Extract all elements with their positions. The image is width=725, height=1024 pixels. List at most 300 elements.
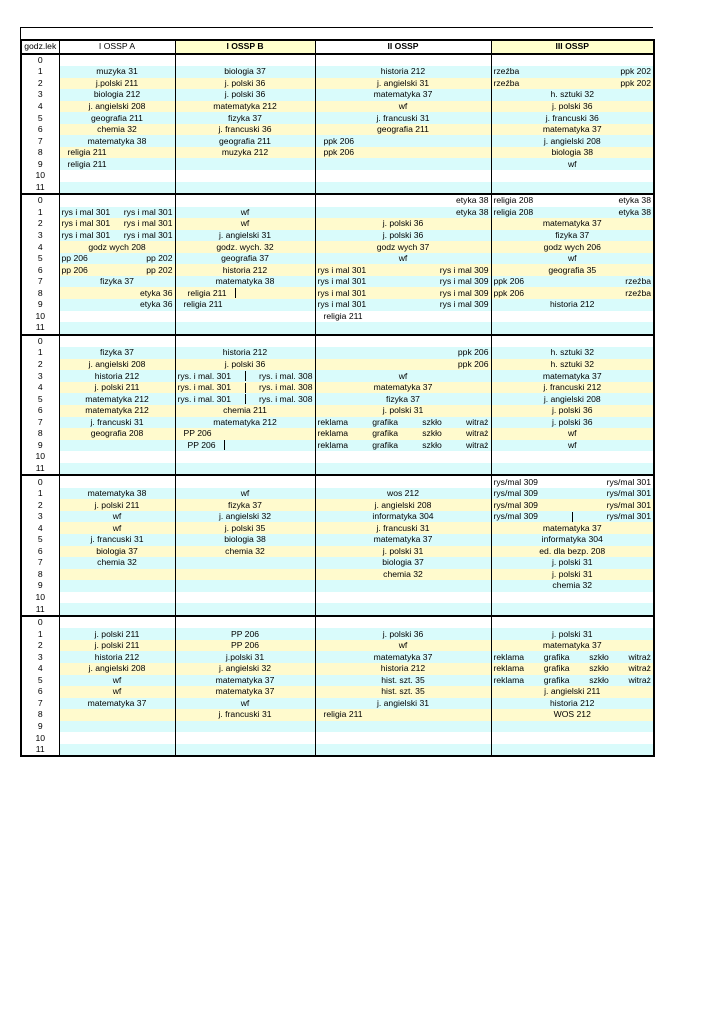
lesson-text: j. polski 36 <box>551 416 593 427</box>
lesson-text: ppk 206 <box>457 347 489 358</box>
lesson-cell-1b <box>175 66 315 78</box>
lesson-text: historia 212 <box>94 370 140 381</box>
lesson-cell-2 <box>315 640 491 652</box>
lesson-text: geografia 35 <box>548 264 597 275</box>
lesson-text: matematyka 212 <box>85 405 149 416</box>
lesson-text: j. francuski 31 <box>90 416 144 427</box>
lesson-text: chemia 211 <box>223 405 267 416</box>
lesson-text: j. polski 31 <box>551 568 593 579</box>
lesson-text: rys/mal 309 <box>493 499 538 510</box>
lesson-cell-3 <box>491 709 654 721</box>
lesson-cell-2 <box>315 359 491 371</box>
lesson-cell-1a <box>59 287 175 299</box>
lesson-cell-3 <box>491 698 654 710</box>
lesson-cell-1a <box>59 417 175 429</box>
lesson-row <box>21 698 654 710</box>
lesson-cell-3 <box>491 382 654 394</box>
lesson-number: 6 <box>21 546 59 558</box>
lesson-row <box>21 592 654 604</box>
lesson-row <box>21 66 654 78</box>
lesson-cell-1b <box>175 405 315 417</box>
lesson-cell-1b <box>175 359 315 371</box>
lesson-text: rys i mal 309 <box>439 287 489 298</box>
lesson-number: 5 <box>21 675 59 687</box>
lesson-text: szkło <box>589 663 609 674</box>
lesson-text: historia 212 <box>550 299 595 310</box>
lesson-text: matematyka 37 <box>542 522 602 533</box>
lesson-cell-3 <box>491 651 654 663</box>
lesson-cell-1a <box>59 194 175 207</box>
lesson-text: WOS 212 <box>553 709 591 720</box>
lesson-cell-2 <box>315 451 491 463</box>
lesson-text: chemia 32 <box>225 545 265 556</box>
lesson-text: pp 202 <box>146 264 173 275</box>
lesson-cell-1b <box>175 207 315 219</box>
lesson-cell-3 <box>491 721 654 733</box>
lesson-cell-3 <box>491 451 654 463</box>
lesson-cell-1b <box>175 124 315 136</box>
lesson-number: 5 <box>21 534 59 546</box>
lesson-text: grafika <box>543 651 570 662</box>
timetable-body <box>21 54 654 757</box>
lesson-text: j. francuski 31 <box>218 709 272 720</box>
lesson-number: 9 <box>21 580 59 592</box>
lesson-cell-2 <box>315 147 491 159</box>
lesson-text: biologia 37 <box>224 66 266 77</box>
lesson-cell-1b <box>175 194 315 207</box>
lesson-text: rys i mal 301 <box>61 230 111 241</box>
lesson-text: wf <box>398 370 408 381</box>
lesson-text: reklama <box>317 428 349 439</box>
lesson-number: 8 <box>21 287 59 299</box>
lesson-cell-2 <box>315 170 491 182</box>
lesson-cell-3 <box>491 112 654 124</box>
lesson-row <box>21 522 654 534</box>
lesson-cell-3 <box>491 322 654 335</box>
lesson-row <box>21 207 654 219</box>
lesson-cell-2 <box>315 276 491 288</box>
lesson-text: rys i mal 309 <box>439 264 489 275</box>
lesson-text: matematyka 212 <box>213 101 277 111</box>
lesson-number: 4 <box>21 101 59 113</box>
lesson-cell-3 <box>491 370 654 382</box>
lesson-number: 7 <box>21 698 59 710</box>
lesson-cell-2 <box>315 393 491 405</box>
lesson-text: wf <box>112 686 122 697</box>
lesson-text: witraż <box>628 663 651 674</box>
lesson-cell-2 <box>315 124 491 136</box>
lesson-cell-3 <box>491 405 654 417</box>
lesson-text: j. angielski 208 <box>88 663 146 674</box>
lesson-cell-1b <box>175 322 315 335</box>
lesson-row <box>21 569 654 581</box>
lesson-cell-3 <box>491 359 654 371</box>
lesson-cell-1a <box>59 522 175 534</box>
lesson-cell-1b <box>175 182 315 195</box>
lesson-text: pp 206 <box>61 264 88 275</box>
lesson-row <box>21 370 654 382</box>
lesson-text: historia 212 <box>380 663 426 674</box>
lesson-cell-1a <box>59 264 175 276</box>
lesson-cell-2 <box>315 580 491 592</box>
lesson-text: etyka 38 <box>456 206 489 217</box>
lesson-row <box>21 616 654 629</box>
lesson-text: chemia 32 <box>383 568 423 579</box>
lesson-number: 5 <box>21 393 59 405</box>
lesson-cell-1a <box>59 732 175 744</box>
lesson-cell-1b <box>175 546 315 558</box>
lesson-cell-2 <box>315 54 491 67</box>
lesson-cell-2 <box>315 463 491 476</box>
lesson-cell-1a <box>59 675 175 687</box>
lesson-row <box>21 709 654 721</box>
lesson-cell-1a <box>59 603 175 616</box>
lesson-text: matematyka 37 <box>215 686 275 697</box>
lesson-cell-2 <box>315 264 491 276</box>
lesson-cell-2 <box>315 299 491 311</box>
lesson-cell-1a <box>59 616 175 629</box>
lesson-cell-1b <box>175 335 315 348</box>
lesson-number: 9 <box>21 158 59 170</box>
lesson-cell-2 <box>315 101 491 113</box>
lesson-cell-1a <box>59 428 175 440</box>
lesson-number: 5 <box>21 112 59 124</box>
lesson-cell-1a <box>59 393 175 405</box>
lesson-cell-1b <box>175 417 315 429</box>
lesson-text: fizyka 37 <box>228 499 262 510</box>
lesson-text: PP 206 <box>230 640 260 651</box>
lesson-cell-2 <box>315 603 491 616</box>
lesson-row <box>21 511 654 523</box>
lesson-text: geografia 208 <box>90 428 144 439</box>
lesson-cell-2 <box>315 135 491 147</box>
lesson-row <box>21 335 654 348</box>
lesson-row <box>21 147 654 159</box>
lesson-cell-2 <box>315 89 491 101</box>
lesson-cell-1a <box>59 709 175 721</box>
lesson-cell-2 <box>315 709 491 721</box>
lesson-number: 1 <box>21 628 59 640</box>
lesson-text: chemia 32 <box>97 557 137 568</box>
lesson-cell-3 <box>491 287 654 299</box>
lesson-cell-1b <box>175 675 315 687</box>
lesson-number: 3 <box>21 370 59 382</box>
lesson-text: grafika <box>543 674 570 685</box>
lesson-text: etyka 36 <box>140 299 173 310</box>
lesson-cell-3 <box>491 264 654 276</box>
lesson-cell-3 <box>491 276 654 288</box>
lesson-number: 11 <box>21 463 59 476</box>
lesson-text: j.polski 31 <box>225 651 265 662</box>
lesson-text: rys i mal 309 <box>439 276 489 287</box>
lesson-cell-1b <box>175 253 315 265</box>
lesson-cell-3 <box>491 744 654 757</box>
lesson-cell-3 <box>491 440 654 452</box>
lesson-cell-2 <box>315 253 491 265</box>
lesson-text: muzyka 212 <box>221 147 269 158</box>
lesson-cell-2 <box>315 158 491 170</box>
lesson-row <box>21 640 654 652</box>
lesson-text: h. sztuki 32 <box>550 359 594 370</box>
lesson-cell-2 <box>315 218 491 230</box>
lesson-text: wf <box>240 488 250 499</box>
lesson-text: matematyka 37 <box>542 124 602 135</box>
lesson-text: j. polski 31 <box>551 628 593 639</box>
lesson-cell-1b <box>175 499 315 511</box>
lesson-cell-1a <box>59 546 175 558</box>
lesson-cell-3 <box>491 182 654 195</box>
lesson-text: fizyka 37 <box>386 393 420 404</box>
lesson-cell-3 <box>491 417 654 429</box>
lesson-cell-2 <box>315 698 491 710</box>
lesson-row <box>21 393 654 405</box>
lesson-text: witraż <box>628 651 651 662</box>
lesson-cell-3 <box>491 732 654 744</box>
lesson-row <box>21 686 654 698</box>
lesson-number: 4 <box>21 382 59 394</box>
lesson-text: j. polski 211 <box>94 640 140 651</box>
lesson-row <box>21 732 654 744</box>
lesson-cell-3 <box>491 463 654 476</box>
lesson-cell-1b <box>175 299 315 311</box>
lesson-number: 2 <box>21 218 59 230</box>
lesson-cell-1a <box>59 663 175 675</box>
lesson-text: j. polski 35 <box>224 522 266 533</box>
lesson-text: witraż <box>466 428 489 439</box>
lesson-row <box>21 135 654 147</box>
lesson-text: religia 211 <box>187 287 227 298</box>
lesson-number: 0 <box>21 475 59 488</box>
lesson-cell-1b <box>175 686 315 698</box>
lesson-number: 11 <box>21 322 59 335</box>
lesson-cell-3 <box>491 522 654 534</box>
lesson-text: rys. i mal. 301 <box>177 382 231 393</box>
lesson-text: rys/mal 301 <box>606 499 651 510</box>
lesson-cell-3 <box>491 557 654 569</box>
lesson-cell-3 <box>491 311 654 323</box>
lesson-text: grafika <box>372 439 399 450</box>
lesson-cell-1b <box>175 651 315 663</box>
lesson-text: j. polski 211 <box>94 499 140 510</box>
lesson-cell-1b <box>175 170 315 182</box>
lesson-text: biologia 38 <box>551 147 594 158</box>
lesson-text: j. francuski 31 <box>376 522 430 533</box>
lesson-cell-1b <box>175 592 315 604</box>
lesson-cell-1a <box>59 230 175 242</box>
lesson-text: rys/mal 309 <box>493 476 538 487</box>
lesson-cell-1a <box>59 299 175 311</box>
lesson-text: chemia 32 <box>97 124 137 135</box>
lesson-text: wf <box>567 439 577 450</box>
lesson-cell-1b <box>175 511 315 523</box>
lesson-cell-1b <box>175 287 315 299</box>
lesson-row <box>21 194 654 207</box>
lesson-cell-2 <box>315 475 491 488</box>
lesson-text: grafika <box>372 428 399 439</box>
lesson-number: 0 <box>21 54 59 67</box>
lesson-cell-1b <box>175 616 315 629</box>
lesson-text: j. polski 31 <box>551 557 593 568</box>
lesson-cell-1a <box>59 276 175 288</box>
lesson-cell-1a <box>59 207 175 219</box>
lesson-text: szkło <box>589 674 609 685</box>
lesson-cell-1b <box>175 158 315 170</box>
lesson-cell-1a <box>59 322 175 335</box>
lesson-cell-1a <box>59 463 175 476</box>
lesson-text: j. polski 36 <box>224 359 266 370</box>
lesson-text: ppk 202 <box>620 66 651 77</box>
lesson-cell-3 <box>491 488 654 500</box>
lesson-cell-2 <box>315 405 491 417</box>
lesson-cell-1b <box>175 569 315 581</box>
lesson-text: historia 212 <box>94 651 140 662</box>
lesson-text: h. sztuki 32 <box>550 347 594 358</box>
lesson-cell-1b <box>175 230 315 242</box>
lesson-text: ppk 206 <box>457 359 489 370</box>
lesson-cell-2 <box>315 675 491 687</box>
lesson-text: etyka 38 <box>618 206 651 217</box>
lesson-text: j. francuski 36 <box>545 112 599 123</box>
lesson-cell-2 <box>315 322 491 335</box>
lesson-cell-3 <box>491 616 654 629</box>
lesson-cell-1b <box>175 112 315 124</box>
lesson-cell-1a <box>59 499 175 511</box>
lesson-text: j. francuski 36 <box>218 124 272 135</box>
lesson-text: matematyka 38 <box>215 276 275 287</box>
lesson-cell-3 <box>491 628 654 640</box>
lesson-cell-3 <box>491 534 654 546</box>
lesson-cell-3 <box>491 428 654 440</box>
lesson-cell-1a <box>59 686 175 698</box>
lesson-text: wos 212 <box>386 488 419 499</box>
lesson-text: matematyka 37 <box>542 370 602 381</box>
lesson-cell-1b <box>175 534 315 546</box>
lesson-text: reklama <box>317 416 349 427</box>
lesson-text: j. polski 36 <box>382 218 424 229</box>
lesson-text: wf <box>567 428 577 439</box>
lesson-text: reklama <box>317 439 349 450</box>
lesson-cell-1b <box>175 276 315 288</box>
lesson-number: 11 <box>21 182 59 195</box>
lesson-cell-3 <box>491 603 654 616</box>
lesson-row <box>21 488 654 500</box>
lesson-text: matematyka 38 <box>87 488 147 499</box>
lesson-row <box>21 347 654 359</box>
class-header-3: III OSSP <box>491 40 654 54</box>
lesson-text: etyka 38 <box>456 195 489 206</box>
lesson-text: religia 211 <box>183 299 223 310</box>
lesson-text: pp 202 <box>146 253 173 264</box>
lesson-cell-1a <box>59 218 175 230</box>
lesson-text: religia 211 <box>323 310 363 321</box>
lesson-cell-1b <box>175 311 315 323</box>
lesson-cell-1a <box>59 311 175 323</box>
lesson-cell-3 <box>491 194 654 207</box>
lesson-text: ppk 206 <box>323 147 355 158</box>
lesson-cell-3 <box>491 124 654 136</box>
lesson-number: 9 <box>21 299 59 311</box>
lesson-row <box>21 89 654 101</box>
lesson-text: rys. i mal. 301 <box>177 370 231 381</box>
lesson-text: matematyka 37 <box>542 640 602 651</box>
lesson-cell-1a <box>59 440 175 452</box>
lesson-text: rys i mal 301 <box>317 264 367 275</box>
lesson-number: 5 <box>21 253 59 265</box>
lesson-row <box>21 359 654 371</box>
lesson-cell-1b <box>175 721 315 733</box>
lesson-number: 4 <box>21 522 59 534</box>
lesson-text: rys i mal 301 <box>61 206 111 217</box>
lesson-row <box>21 463 654 476</box>
lesson-cell-1a <box>59 592 175 604</box>
lesson-text: ed. dla bezp. 208 <box>539 545 606 556</box>
lesson-cell-3 <box>491 101 654 113</box>
lesson-row <box>21 628 654 640</box>
lesson-row <box>21 230 654 242</box>
lesson-text: j. francuski 31 <box>376 112 430 123</box>
lesson-text: etyka 38 <box>618 195 651 206</box>
lesson-text: rys. i mal. 308 <box>259 393 313 404</box>
lesson-cell-1b <box>175 451 315 463</box>
lesson-cell-2 <box>315 194 491 207</box>
lesson-cell-1a <box>59 112 175 124</box>
lesson-text: szkło <box>422 439 442 450</box>
lesson-cell-3 <box>491 66 654 78</box>
lesson-number: 8 <box>21 428 59 440</box>
lesson-text: wf <box>567 158 577 169</box>
lesson-text: j. polski 36 <box>551 101 593 111</box>
lesson-text: biologia 38 <box>224 534 266 545</box>
lesson-cell-2 <box>315 78 491 90</box>
lesson-text: historia 212 <box>550 697 595 708</box>
lesson-cell-3 <box>491 230 654 242</box>
lesson-cell-1b <box>175 147 315 159</box>
lesson-text: historia 212 <box>380 66 426 77</box>
lesson-text: biologia 37 <box>382 557 424 568</box>
lesson-text: ppk 202 <box>620 77 651 88</box>
lesson-cell-3 <box>491 663 654 675</box>
lesson-text: historia 212 <box>222 264 268 275</box>
lesson-text: rys i mal 301 <box>123 230 173 241</box>
cell-divider <box>245 383 246 393</box>
lesson-text: matematyka 37 <box>215 674 275 685</box>
lesson-text: witraż <box>466 439 489 450</box>
lesson-number: 0 <box>21 194 59 207</box>
lesson-row <box>21 264 654 276</box>
lesson-text: j. francuski 212 <box>543 382 602 393</box>
lesson-row <box>21 440 654 452</box>
lesson-text: h. sztuki 32 <box>550 89 594 100</box>
lesson-text: rzeźba <box>625 287 651 298</box>
lesson-text: religia 208 <box>493 195 534 206</box>
lesson-text: wf <box>567 253 577 264</box>
lesson-number: 11 <box>21 603 59 616</box>
lesson-row <box>21 101 654 113</box>
lesson-text: j. angielski 211 <box>544 686 601 697</box>
lesson-text: j. angielski 32 <box>218 663 272 674</box>
lesson-text: j. angielski 32 <box>218 511 272 522</box>
lesson-cell-1a <box>59 78 175 90</box>
lesson-text: matematyka 37 <box>373 382 433 393</box>
cell-divider <box>224 440 225 450</box>
lesson-cell-2 <box>315 335 491 348</box>
lesson-number: 10 <box>21 732 59 744</box>
lesson-cell-1b <box>175 732 315 744</box>
lesson-row <box>21 534 654 546</box>
lesson-number: 8 <box>21 709 59 721</box>
lesson-text: hist. szt. 35 <box>381 686 425 697</box>
lesson-cell-1a <box>59 89 175 101</box>
